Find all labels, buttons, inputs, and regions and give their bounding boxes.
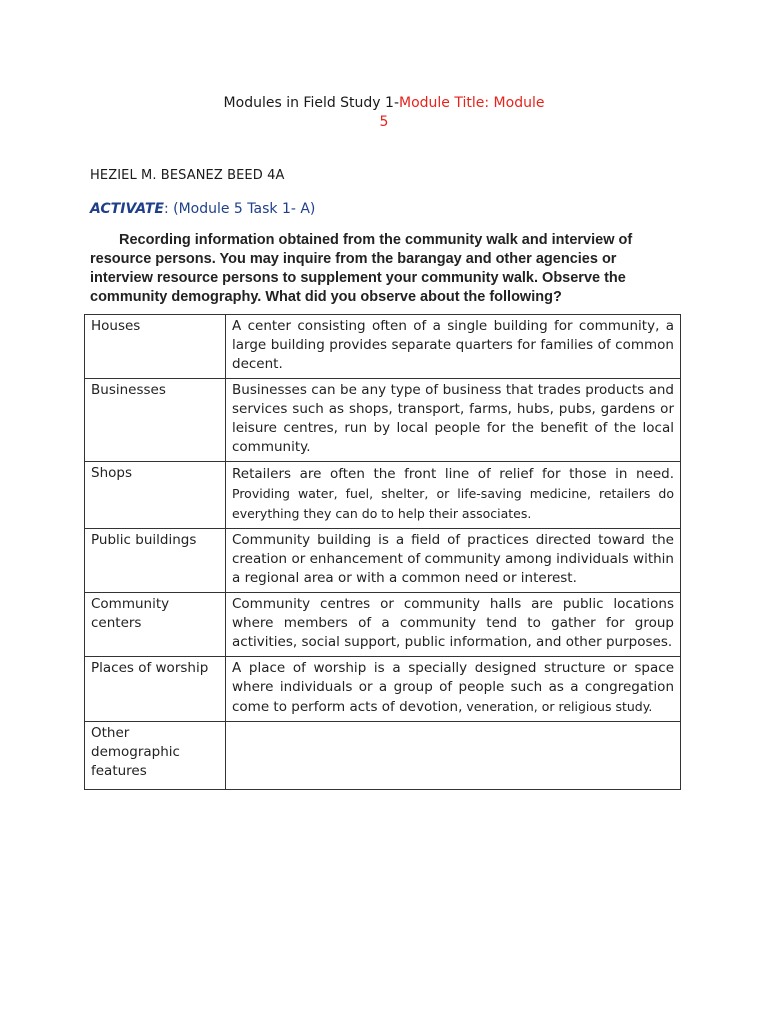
row-text-part: veneration, or religious study. [462, 699, 653, 714]
observation-table [84, 314, 681, 790]
table-row [85, 593, 681, 657]
row-text: Community centres or community halls are public locations where members of a community tend to gather for group activities, social support, public information, and other purposes. [226, 593, 681, 657]
activate-heading [90, 201, 315, 217]
row-text-part: Retailers are often the front line of relief for those in need. [232, 466, 674, 482]
row-label: Community centers [85, 593, 226, 657]
activate-keyword: ACTIVATE [90, 201, 164, 217]
table-row [85, 462, 681, 529]
table-row [85, 722, 681, 790]
row-label: Places of worship [85, 657, 226, 722]
row-text [226, 462, 681, 529]
title-module-label: Module Title: Module [399, 95, 545, 111]
row-text [226, 657, 681, 722]
table-row [85, 379, 681, 462]
row-text-part: A place of worship is a specially designed structure or space where individuals or a group of people such as a congregation come to perform acts of devotion, [232, 660, 674, 715]
instructions-paragraph: Recording information obtained from the community walk and interview of resource persons. You may inquire from the barangay and other agencies or interview resource persons to supplement your community walk. Observe the community demography. What did you observe about the following? [90, 232, 633, 305]
table-row [85, 529, 681, 593]
title-prefix: Modules in Field Study 1- [223, 95, 400, 111]
author-line: HEZIEL M. BESANEZ BEED 4A [90, 168, 285, 183]
row-label: Public buildings [85, 529, 226, 593]
document-title [0, 94, 768, 132]
row-label: Businesses [85, 379, 226, 462]
activate-task-label: : (Module 5 Task 1- A) [163, 201, 316, 217]
table-row [85, 315, 681, 379]
row-label: Houses [85, 315, 226, 379]
table-row [85, 657, 681, 722]
row-text: Community building is a field of practices directed toward the creation or enhancement of community among individuals within a regional area or with a common need or interest. [226, 529, 681, 593]
row-text: A center consisting often of a single building for community, a large building provides separate quarters for families of common decent. [226, 315, 681, 379]
row-label: Shops [85, 462, 226, 529]
row-text-part: Providing water, fuel, shelter, or life-saving medicine, retailers do everything they can do to help their associates. [232, 486, 674, 521]
row-text [226, 722, 681, 790]
title-module-number: 5 [379, 114, 389, 130]
row-text: Businesses can be any type of business that trades products and services such as shops, transport, farms, hubs, pubs, gardens or leisure centres, run by local people for the benefit of the local community. [226, 379, 681, 462]
row-label: Other demographic features [85, 722, 226, 790]
